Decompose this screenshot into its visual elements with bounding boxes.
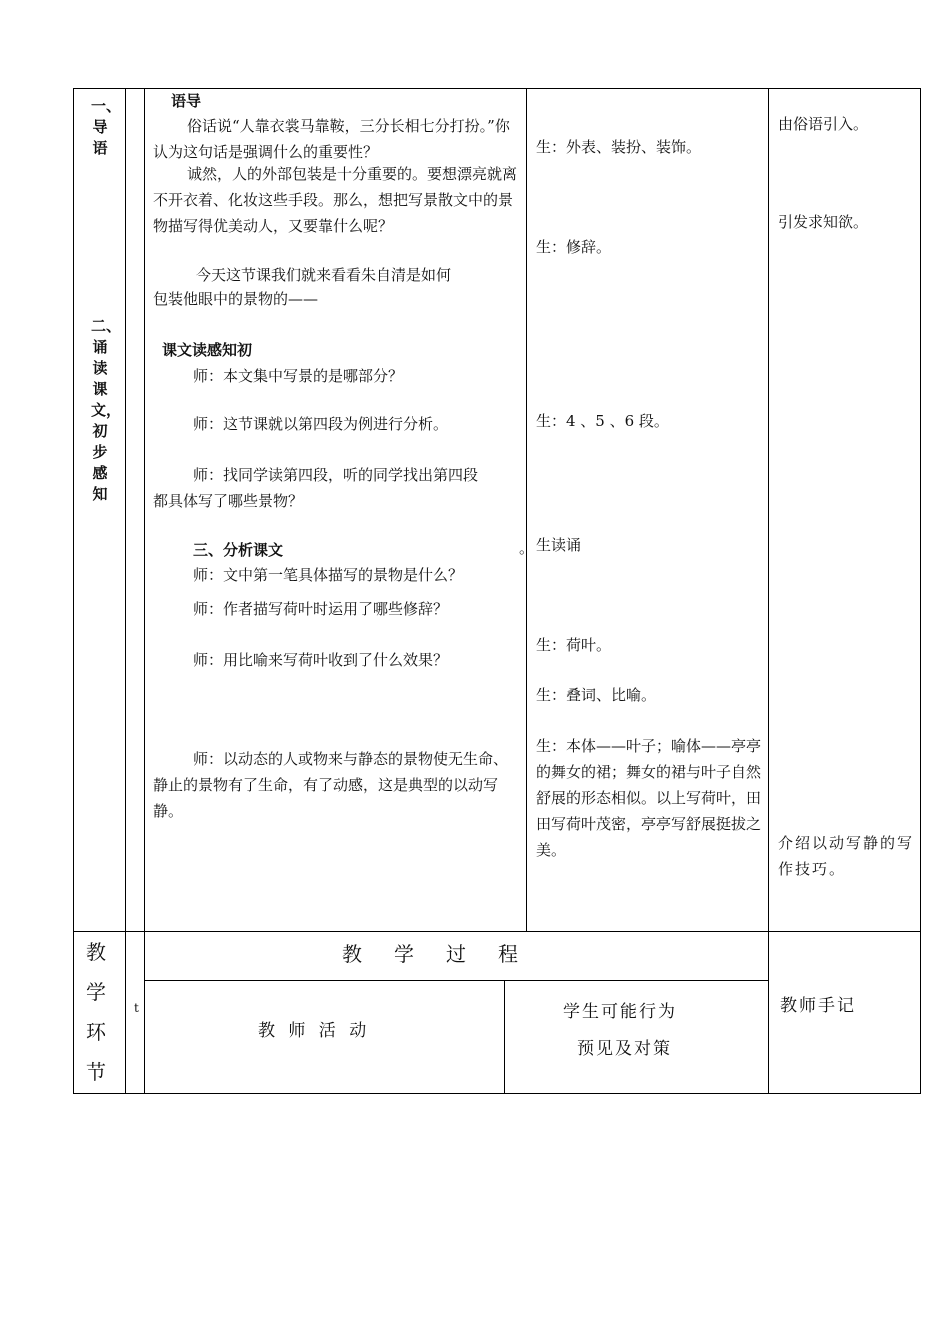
student-answer-7: 生：本体——叶子；喻体——亭亭的舞女的裙；舞女的裙与叶子自然舒展的形态相似。以上写荷叶，田田写荷叶茂密，亭亭写舒展挺拔之美。	[536, 737, 762, 859]
col-divider-footer	[504, 980, 505, 1094]
note-1: 由俗语引入。	[778, 115, 869, 133]
footer-col1-char-3: 环	[86, 1020, 106, 1044]
footer-col1-char-2: 学	[86, 980, 106, 1004]
teacher-question-4: 师：文中第一笔具体描写的景物是什么？	[193, 566, 464, 584]
student-answer-5: 生：荷叶。	[536, 636, 612, 654]
section-label-intro: 一、导语	[91, 97, 122, 157]
teacher-question-6: 师：用比喻来写荷叶收到了什么效果？	[193, 651, 449, 669]
student-answer-6: 生：叠词、比喻。	[536, 686, 657, 704]
note-2: 引发求知欲。	[778, 213, 869, 231]
student-behavior-header-line2: 预见及对策	[577, 1039, 672, 1059]
student-behavior-header-line1: 学生可能行为	[563, 1002, 677, 1022]
footer-col1-char-1: 教	[86, 940, 106, 964]
teacher-question-3-line2: 都具体写了哪些景物？	[153, 492, 304, 510]
col-divider-1	[125, 88, 126, 1094]
table-border-right	[920, 88, 921, 1094]
teacher-question-3-line1: 师：找同学读第四段，听的同学找出第四段	[193, 466, 479, 484]
note-3: 介绍以动写静的写作技巧。	[778, 834, 915, 878]
teacher-question-2: 师：这节课就以第四段为例进行分析。	[193, 415, 449, 433]
col-divider-2	[144, 88, 145, 1094]
table-border-left	[73, 88, 74, 1094]
reading-heading: 课文读感知初	[162, 341, 253, 359]
intro-paragraph-3-line2: 包装他眼中的景物的——	[153, 290, 319, 308]
row-divider-process	[144, 980, 769, 981]
student-answer-3: 生：4 、5 、6 段。	[536, 412, 669, 430]
student-answer-4: 生读诵	[536, 536, 582, 554]
footer-col1-char-4: 节	[86, 1060, 106, 1084]
row-divider-main	[73, 931, 921, 932]
section-label-reading: 二、诵读课文，初步感知	[91, 317, 122, 503]
intro-paragraph-3-line1: 今天这节课我们就来看看朱自清是如何	[196, 266, 452, 284]
teacher-notes-header: 教师手记	[780, 996, 856, 1016]
col-divider-3	[526, 88, 527, 931]
analysis-heading: 三、分析课文	[193, 541, 284, 559]
process-title: 教 学 过 程	[342, 942, 524, 966]
teacher-question-7: 师：以动态的人或物来与静态的景物使无生命、静止的景物有了生命，有了动感，这是典型的以动写静。	[153, 750, 509, 820]
student-answer-2: 生：修辞。	[536, 238, 612, 256]
teacher-question-5: 师：作者描写荷叶时运用了哪些修辞？	[193, 600, 449, 618]
student-answer-1: 生：外表、装扮、装饰。	[536, 138, 702, 156]
col-divider-4	[768, 88, 769, 1094]
student-answer-4-dot: 。	[519, 539, 535, 557]
intro-paragraph-2: 诚然，人的外部包装是十分重要的。要想漂亮就离不开衣着、化妆这些手段。那么，想把写景散文中的景物描写得优美动人，又要靠什么呢？	[153, 165, 518, 235]
footer-stray-char: t	[134, 1001, 139, 1015]
teacher-activity-header: 教 师 活 动	[258, 1021, 371, 1041]
teacher-question-1: 师：本文集中写景的是哪部分？	[193, 367, 404, 385]
table-border-bottom	[73, 1093, 921, 1094]
intro-paragraph-1: 俗话说“人靠衣裳马靠鞍，三分长相七分打扮。”你认为这句话是强调什么的重要性？	[153, 117, 510, 161]
intro-heading: 语导	[171, 92, 202, 110]
